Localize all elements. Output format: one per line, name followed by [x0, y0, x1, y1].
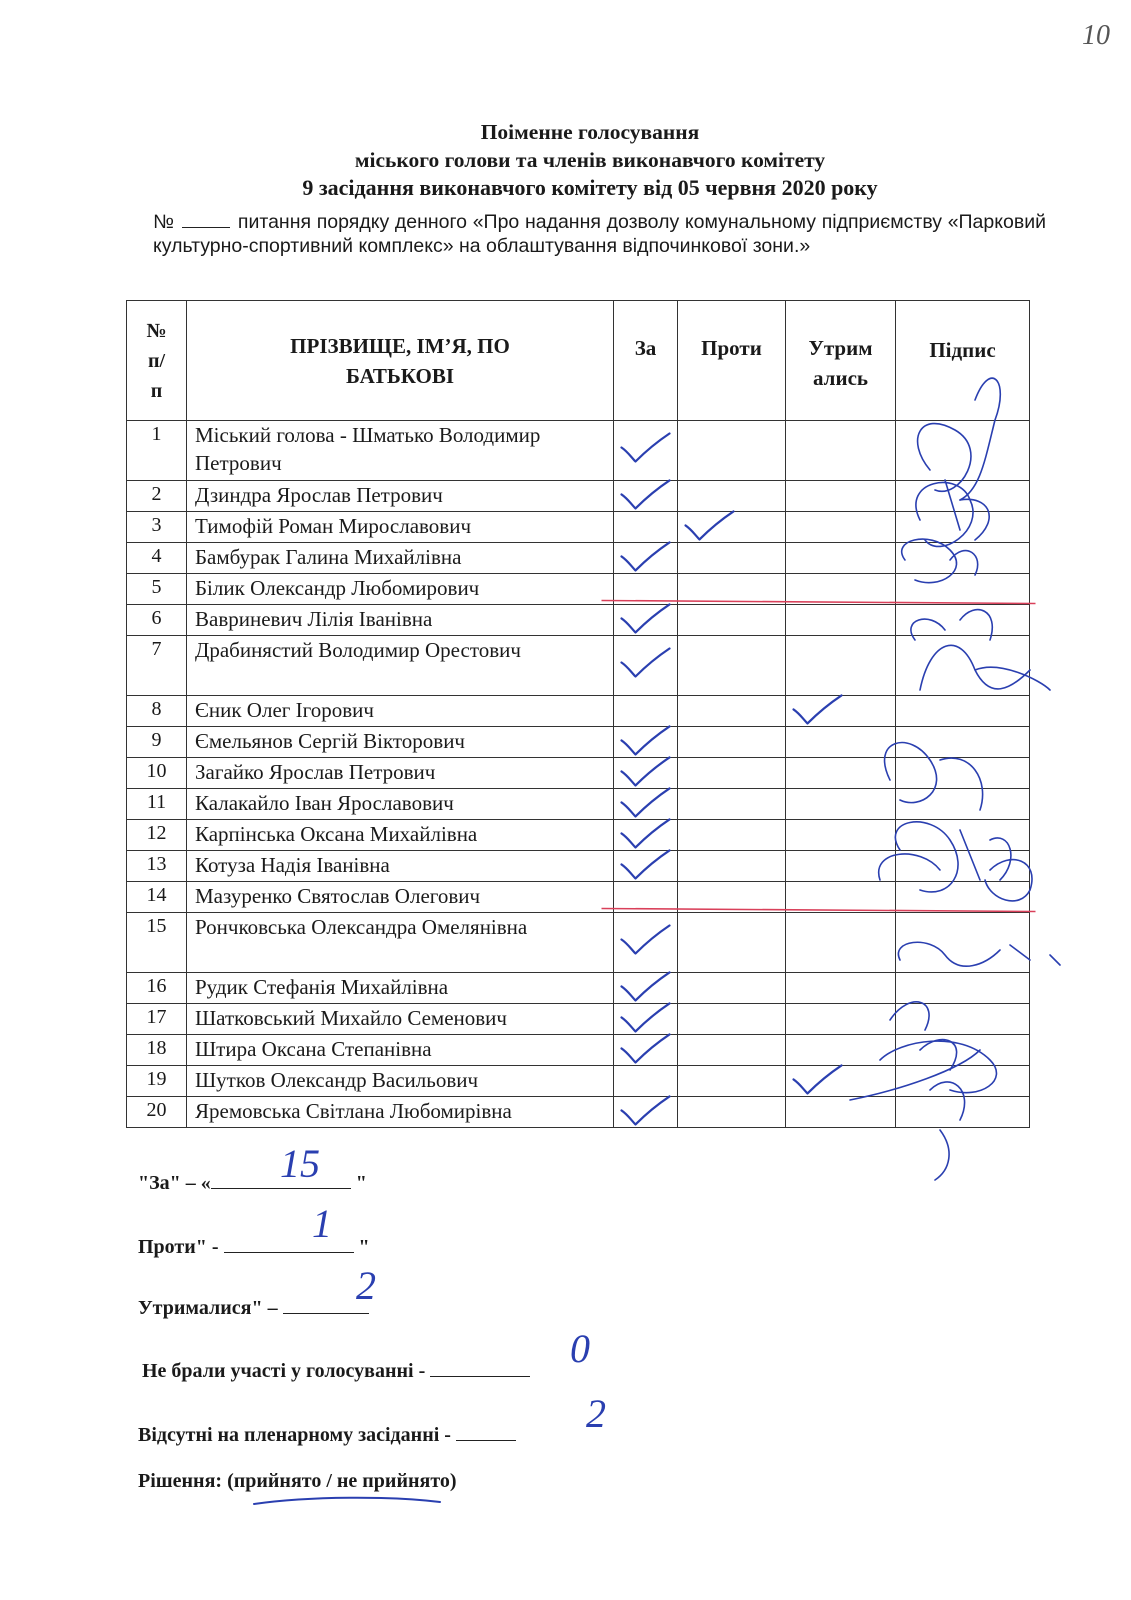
row-member-name: Міський голова - Шматько Володимир Петрович: [187, 421, 614, 481]
vote-abstain-cell: [786, 512, 896, 543]
vote-for-cell: [614, 851, 678, 882]
vote-against-cell: [678, 1035, 786, 1066]
tally-against-label: Проти" -: [138, 1236, 219, 1258]
table-row: [127, 820, 1030, 851]
row-number: 15: [127, 913, 187, 973]
table-row: [127, 512, 1030, 543]
row-number: 8: [127, 696, 187, 727]
signature-cell: [896, 973, 1030, 1004]
tally-for-value: 15: [280, 1141, 320, 1186]
vote-abstain-cell: [786, 1097, 896, 1128]
row-member-name: Котуза Надія Іванівна: [187, 851, 614, 882]
row-number: 20: [127, 1097, 187, 1128]
signature-cell: [896, 1066, 1030, 1097]
vote-abstain-cell: [786, 727, 896, 758]
question-text: питання порядку денного «Про надання дозволу комунальному підприємству «Парковий культурно-спортивний комплекс» на облаштування відпочинкової зони.»: [153, 211, 1046, 257]
vote-against-cell: [678, 543, 786, 574]
signature-cell: [896, 512, 1030, 543]
table-row: [127, 1066, 1030, 1097]
vote-against-cell: [678, 421, 786, 481]
vote-abstain-cell: [786, 1035, 896, 1066]
row-member-name: Мазуренко Святослав Олегович: [187, 882, 614, 913]
question-number-label: №: [153, 211, 174, 233]
vote-abstain-cell: [786, 605, 896, 636]
tally-absent-value: 2: [586, 1391, 606, 1436]
tally-no-participation: [142, 1360, 530, 1383]
vote-for-cell: [614, 820, 678, 851]
tally-against-line: [224, 1236, 354, 1253]
row-number: 19: [127, 1066, 187, 1097]
vote-for-cell: [614, 543, 678, 574]
row-number: 1: [127, 421, 187, 481]
table-row: [127, 913, 1030, 973]
vote-against-cell: [678, 1004, 786, 1035]
vote-abstain-cell: [786, 973, 896, 1004]
tally-no-part-value: 0: [570, 1326, 590, 1371]
vote-abstain-cell: [786, 851, 896, 882]
vote-against-cell: [678, 696, 786, 727]
tally-no-part-line: [430, 1360, 530, 1377]
table-row: [127, 481, 1030, 512]
row-member-name: Штира Оксана Степанівна: [187, 1035, 614, 1066]
vote-against-cell: [678, 512, 786, 543]
vote-abstain-cell: [786, 1066, 896, 1097]
row-member-name: Тимофій Роман Мирославович: [187, 512, 614, 543]
decision-underline: [250, 1492, 450, 1512]
row-number: 6: [127, 605, 187, 636]
row-member-name: Яремовська Світлана Любомирівна: [187, 1097, 614, 1128]
tally-against-close: ": [358, 1236, 370, 1258]
vote-against-cell: [678, 605, 786, 636]
vote-abstain-cell: [786, 574, 896, 605]
row-number: 17: [127, 1004, 187, 1035]
table-row: [127, 636, 1030, 696]
agenda-question: [153, 210, 1046, 258]
row-member-name: Шатковський Михайло Семенович: [187, 1004, 614, 1035]
vote-abstain-cell: [786, 421, 896, 481]
vote-abstain-cell: [786, 758, 896, 789]
row-number: 9: [127, 727, 187, 758]
row-number: 7: [127, 636, 187, 696]
table-row: [127, 882, 1030, 913]
decision-label: Рішення:: [138, 1470, 223, 1492]
signature-cell: [896, 636, 1030, 696]
vote-for-cell: [614, 758, 678, 789]
table-row: [127, 543, 1030, 574]
row-number: 18: [127, 1035, 187, 1066]
signature-cell: [896, 820, 1030, 851]
tally-for: [138, 1172, 367, 1195]
vote-table: [126, 300, 1030, 1128]
vote-for-cell: [614, 696, 678, 727]
vote-for-cell: [614, 727, 678, 758]
vote-against-cell: [678, 973, 786, 1004]
vote-abstain-cell: [786, 913, 896, 973]
tally-absent-label: Відсутні на пленарному засіданні -: [138, 1424, 451, 1446]
table-row: [127, 789, 1030, 820]
vote-abstain-cell: [786, 820, 896, 851]
table-row: [127, 696, 1030, 727]
vote-against-cell: [678, 574, 786, 605]
signature-cell: [896, 913, 1030, 973]
table-row: [127, 1035, 1030, 1066]
tally-absent: [138, 1424, 516, 1447]
signature-cell: [896, 1004, 1030, 1035]
vote-against-cell: [678, 913, 786, 973]
vote-for-cell: [614, 512, 678, 543]
vote-for-cell: [614, 1097, 678, 1128]
table-header-row: [127, 301, 1030, 421]
vote-for-cell: [614, 636, 678, 696]
row-member-name: Білик Олександр Любомирович: [187, 574, 614, 605]
table-row: [127, 1097, 1030, 1128]
signature-cell: [896, 758, 1030, 789]
vote-for-cell: [614, 1066, 678, 1097]
tally-no-part-label: Не брали участі у голосуванні -: [142, 1360, 426, 1382]
tally-absent-line: [456, 1424, 516, 1441]
header-name: ПРІЗВИЩЕ, ІМ’Я, ПО БАТЬКОВІ: [187, 301, 614, 421]
vote-for-cell: [614, 1004, 678, 1035]
tally-for-label: "За" – «: [138, 1172, 211, 1194]
table-row: [127, 727, 1030, 758]
row-number: 2: [127, 481, 187, 512]
table-row: [127, 605, 1030, 636]
signature-cell: [896, 696, 1030, 727]
vote-abstain-cell: [786, 481, 896, 512]
header-for: За: [614, 301, 678, 421]
table-row: [127, 1004, 1030, 1035]
vote-for-cell: [614, 789, 678, 820]
vote-against-cell: [678, 820, 786, 851]
row-number: 14: [127, 882, 187, 913]
row-number: 4: [127, 543, 187, 574]
vote-for-cell: [614, 421, 678, 481]
vote-for-cell: [614, 574, 678, 605]
title-line-2: міського голови та членів виконавчого комітету: [354, 148, 826, 172]
table-row: [127, 758, 1030, 789]
row-number: 12: [127, 820, 187, 851]
vote-against-cell: [678, 851, 786, 882]
row-member-name: Рончковська Олександра Омелянівна: [187, 913, 614, 973]
signature-cell: [896, 481, 1030, 512]
table-row: [127, 574, 1030, 605]
row-number: 3: [127, 512, 187, 543]
document-title: [150, 118, 1030, 202]
vote-for-cell: [614, 973, 678, 1004]
header-abstain: Утрим ались: [786, 301, 896, 421]
tally-abstain-value: 2: [356, 1263, 376, 1308]
signature-cell: [896, 421, 1030, 481]
row-member-name: Загайко Ярослав Петрович: [187, 758, 614, 789]
vote-for-cell: [614, 913, 678, 973]
row-member-name: Бамбурак Галина Михайлівна: [187, 543, 614, 574]
row-member-name: Калакайло Іван Ярославович: [187, 789, 614, 820]
vote-abstain-cell: [786, 789, 896, 820]
table-row: [127, 421, 1030, 481]
page-number: 10: [1082, 20, 1110, 51]
signature-cell: [896, 574, 1030, 605]
tally-against-value: 1: [312, 1201, 332, 1246]
table-row: [127, 851, 1030, 882]
vote-against-cell: [678, 636, 786, 696]
vote-against-cell: [678, 758, 786, 789]
row-number: 10: [127, 758, 187, 789]
vote-for-cell: [614, 882, 678, 913]
decision: [138, 1470, 457, 1493]
signature-cell: [896, 789, 1030, 820]
question-number-blank: [182, 213, 230, 228]
vote-for-cell: [614, 1035, 678, 1066]
row-number: 13: [127, 851, 187, 882]
row-number: 11: [127, 789, 187, 820]
row-member-name: Дзиндра Ярослав Петрович: [187, 481, 614, 512]
header-number: № п/ п: [127, 301, 187, 421]
vote-against-cell: [678, 1066, 786, 1097]
vote-against-cell: [678, 1097, 786, 1128]
tally-abstain: [138, 1297, 369, 1320]
row-member-name: Шутков Олександр Васильович: [187, 1066, 614, 1097]
signature-cell: [896, 882, 1030, 913]
vote-against-cell: [678, 481, 786, 512]
header-against: Проти: [678, 301, 786, 421]
tally-against: [138, 1236, 370, 1259]
row-member-name: Ємельянов Сергій Вікторович: [187, 727, 614, 758]
row-member-name: Рудик Стефанія Михайлівна: [187, 973, 614, 1004]
signature-cell: [896, 1035, 1030, 1066]
signature-cell: [896, 605, 1030, 636]
signature-cell: [896, 727, 1030, 758]
row-number: 5: [127, 574, 187, 605]
tally-abstain-label: Утрималися" –: [138, 1297, 278, 1319]
vote-for-cell: [614, 481, 678, 512]
vote-abstain-cell: [786, 636, 896, 696]
row-member-name: Карпінська Оксана Михайлівна: [187, 820, 614, 851]
vote-abstain-cell: [786, 882, 896, 913]
row-number: 16: [127, 973, 187, 1004]
vote-for-cell: [614, 605, 678, 636]
vote-against-cell: [678, 727, 786, 758]
signature-cell: [896, 851, 1030, 882]
vote-against-cell: [678, 882, 786, 913]
signature-cell: [896, 1097, 1030, 1128]
vote-abstain-cell: [786, 696, 896, 727]
tally-for-close: ": [355, 1172, 367, 1194]
row-member-name: Вавриневич Лілія Іванівна: [187, 605, 614, 636]
title-line-3: 9 засідання виконавчого комітету від 05 червня 2020 року: [302, 175, 878, 200]
table-row: [127, 973, 1030, 1004]
signature-cell: [896, 543, 1030, 574]
header-signature: Підпис: [896, 301, 1030, 421]
vote-against-cell: [678, 789, 786, 820]
vote-abstain-cell: [786, 543, 896, 574]
decision-text: (прийнято / не прийнято): [227, 1470, 457, 1492]
row-member-name: Драбинястий Володимир Орестович: [187, 636, 614, 696]
title-line-1: Поіменне голосування: [480, 120, 700, 144]
row-member-name: Єник Олег Ігорович: [187, 696, 614, 727]
vote-abstain-cell: [786, 1004, 896, 1035]
